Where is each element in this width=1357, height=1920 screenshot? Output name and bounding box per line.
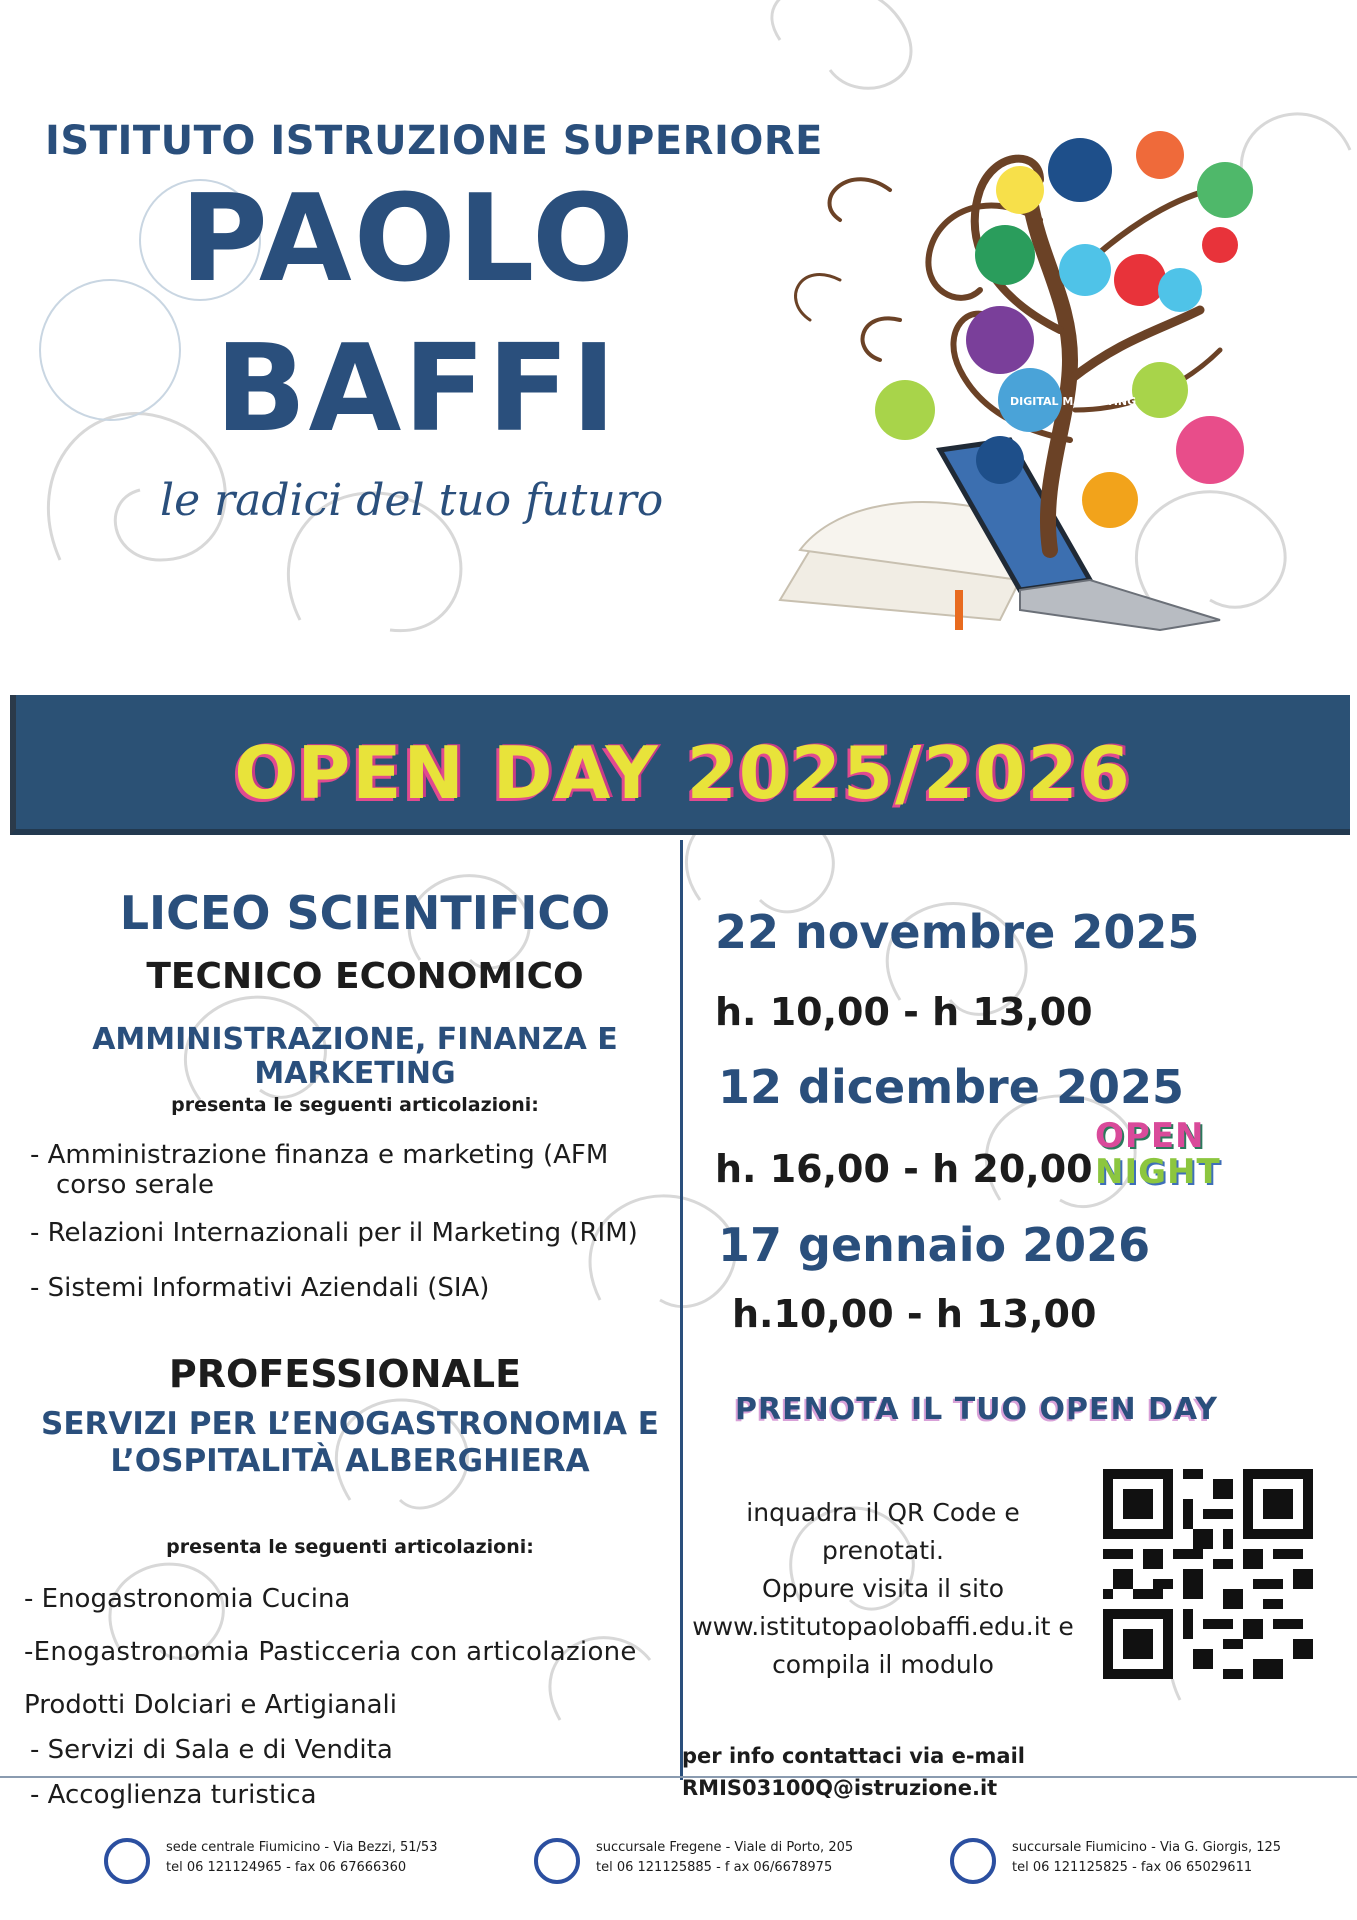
list-item: - Relazioni Internazionali per il Marketing (RIM) [30, 1218, 638, 1248]
tree-laptop-illustration [740, 80, 1340, 640]
footer-ring-icon [950, 1838, 996, 1884]
motto: le radici del tuo futuro [160, 475, 664, 526]
footer-phone-line: tel 06 121125825 - fax 06 65029611 [1012, 1860, 1253, 1875]
footer-address-2 [596, 1838, 853, 1878]
open-day-banner [10, 695, 1350, 835]
presenta-articolazioni-2: presenta le seguenti articolazioni: [166, 1536, 534, 1558]
open-night-badge [1095, 1116, 1237, 1192]
presenta-articolazioni-1: presenta le seguenti articolazioni: [171, 1094, 539, 1116]
list-item: corso serale [56, 1170, 214, 1200]
footer-divider [0, 1776, 1357, 1778]
qr-text-line: compila il modulo [772, 1650, 994, 1679]
date-3: 17 gennaio 2026 [718, 1218, 1151, 1272]
info-label: per info contattaci via e-mail [682, 1744, 1025, 1768]
hours-1: h. 10,00 - h 13,00 [715, 990, 1093, 1034]
contact-info [682, 1740, 1025, 1804]
list-item: - Amministrazione finanza e marketing (AFM [30, 1140, 609, 1170]
professionale-heading: PROFESSIONALE [168, 1352, 522, 1396]
afm-heading-line1: AMMINISTRAZIONE, FINANZA E [92, 1022, 618, 1057]
qr-text-line: inquadra il QR Code e [746, 1498, 1020, 1527]
website-link[interactable]: www.istitutopaolobaffi.edu.it e [692, 1612, 1074, 1641]
footer-address-line: succursale Fiumicino - Via G. Giorgis, 125 [1012, 1840, 1282, 1855]
list-item: - Sistemi Informativi Aziendali (SIA) [30, 1273, 490, 1303]
banner-title: OPEN DAY 2025/2026 [234, 731, 1132, 815]
qr-instructions [678, 1494, 1088, 1684]
list-item: Prodotti Dolciari e Artigianali [24, 1690, 397, 1720]
qr-code-icon[interactable] [1103, 1463, 1313, 1685]
footer-address-3 [1012, 1838, 1281, 1878]
qr-text-line: Oppure visita il sito [761, 1574, 1004, 1603]
digital-marketing-label: DIGITAL MARKETING [1010, 395, 1137, 408]
globe-icon [1048, 138, 1112, 202]
footer-phone-line: tel 06 121125885 - f ax 06/6678975 [596, 1860, 833, 1875]
servizi-heading-line1: SERVIZI PER L’ENOGASTRONOMIA E [41, 1406, 659, 1442]
open-night-line2: NIGHT [1095, 1152, 1221, 1192]
afm-heading-line2: MARKETING [254, 1056, 456, 1091]
institute-subtitle: ISTITUTO ISTRUZIONE SUPERIORE [45, 118, 823, 164]
list-item: - Accoglienza turistica [30, 1780, 317, 1810]
institute-name-last: BAFFI [215, 320, 618, 459]
date-1: 22 novembre 2025 [715, 905, 1200, 959]
footer-ring-icon [104, 1838, 150, 1884]
qr-text-line: prenotati. [822, 1536, 944, 1565]
prenota-heading: PRENOTA IL TUO OPEN DAY [735, 1392, 1218, 1427]
date-2: 12 dicembre 2025 [718, 1060, 1184, 1114]
footer-address-1 [166, 1838, 437, 1878]
list-item: -Enogastronomia Pasticceria con articolazione [24, 1637, 637, 1667]
tecnico-heading: TECNICO ECONOMICO [146, 956, 584, 997]
footer-address-line: succursale Fregene - Viale di Porto, 205 [596, 1840, 854, 1855]
institute-name-first: PAOLO [180, 170, 637, 309]
hours-3: h.10,00 - h 13,00 [732, 1292, 1097, 1336]
footer-ring-icon [534, 1838, 580, 1884]
servizi-heading-line2: L’OSPITALITÀ ALBERGHIERA [110, 1443, 590, 1479]
open-night-line1: OPEN [1095, 1116, 1205, 1156]
liceo-heading: LICEO SCIENTIFICO [119, 886, 611, 940]
info-email[interactable]: RMIS03100Q@istruzione.it [682, 1776, 998, 1800]
hours-2: h. 16,00 - h 20,00 [715, 1147, 1093, 1191]
list-item: - Servizi di Sala e di Vendita [30, 1735, 393, 1765]
footer-phone-line: tel 06 121124965 - fax 06 67666360 [166, 1860, 407, 1875]
list-item: - Enogastronomia Cucina [24, 1584, 351, 1614]
footer-address-line: sede centrale Fiumicino - Via Bezzi, 51/53 [166, 1840, 438, 1855]
